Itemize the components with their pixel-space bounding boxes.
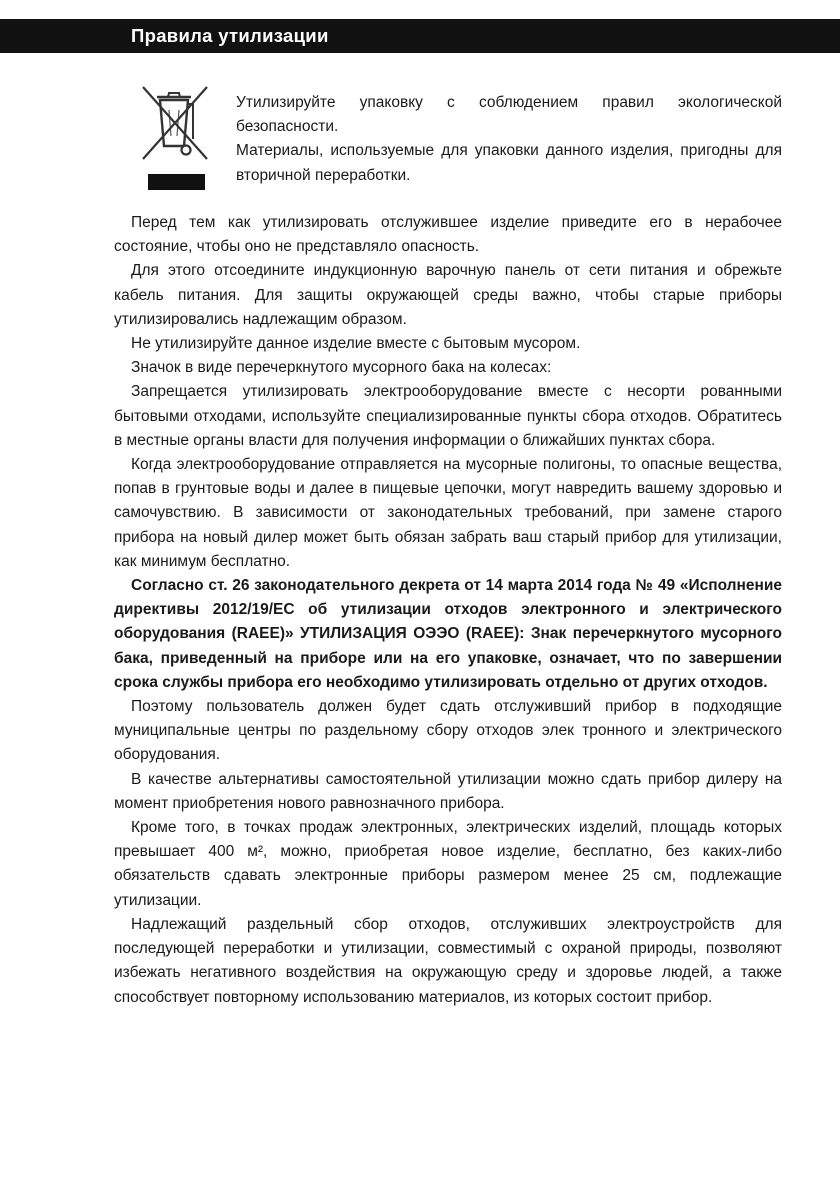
body-paragraph: Перед тем как утилизировать отслужившее изделие приведите его в нерабочее состояние, чтобы оно не представляло опасность.: [114, 214, 782, 256]
page-title: Правила утилизации: [131, 25, 329, 46]
crossed-out-wheelie-bin-icon: [138, 84, 212, 192]
intro-text-block: [236, 91, 782, 188]
body-paragraph: Не утилизируйте данное изделие вместе с бытовым мусором.: [131, 335, 581, 353]
body-paragraph: Когда электрооборудование отправляется на мусорные полигоны, то опасные вещества, попав в грунтовые воды и далее в пищевые цепочки, могут навредить вашему здоровью и самочувствию. В зависимости от законодательных требований, при замене старого прибора на новый дилер может быть обязан забрать ваш старый прибор для утилизации, как минимум бесплатно.: [114, 456, 782, 570]
intro-paragraph: Утилизируйте упаковку с соблюдением правил экологической безопасности.: [236, 94, 782, 136]
body-paragraph: Запрещается утилизировать электрооборудование вместе с несорти рованными бытовыми отходами, используйте специализированные пункты сбора отходов. Обратитесь в местные органы власти для получения информации о ближайших пунктах сбора.: [114, 383, 782, 449]
body-paragraph: Поэтому пользователь должен будет сдать отслуживший прибор в подходящие муниципальные центры по раздельному сбору отходов элек тронного и электрического оборудования.: [114, 698, 782, 764]
legal-notice-paragraph: Согласно ст. 26 законодательного декрета от 14 марта 2014 года № 49 «Исполнение директивы 2012/19/ЕС об утилизации отходов электронного и электрического оборудования (RAEE)» УТИЛИЗАЦИЯ ОЭЭО (RAEE): Знак перечеркнутого мусорного бака, приведенный на приборе или на его упаковке, означает, что по завершении срока службы прибора его необходимо утилизировать отдельно от других отходов.: [114, 577, 782, 691]
body-paragraph: Надлежащий раздельный сбор отходов, отслуживших электроустройств для последующей переработки и утилизации, совместимый с охраной природы, позволяют избежать негативного воздействия на окружающую среду и здоровье людей, а также способствует повторному использованию материалов, из которых состоит прибор.: [114, 915, 782, 1006]
intro-paragraph: Материалы, используемые для упаковки данного изделия, пригодны для вторичной переработки.: [236, 142, 782, 184]
body-text-block: [114, 211, 782, 1010]
body-paragraph: Кроме того, в точках продаж электронных, электрических изделий, площадь которых превышает 400 м², можно, приобретая новое изделие, бесплатно, без каких-либо обязательств сдавать электронные приборы размером менее 25 см, подлежащие утилизации.: [114, 819, 782, 909]
body-paragraph: Значок в виде перечеркнутого мусорного бака на колесах:: [131, 359, 552, 377]
header-bar: [0, 19, 840, 53]
body-paragraph: В качестве альтернативы самостоятельной утилизации можно сдать прибор дилеру на момент приобретения нового равнозначного прибора.: [114, 770, 782, 812]
body-paragraph: Для этого отсоедините индукционную варочную панель от сети питания и обрежьте кабель питания. Для защиты окружающей среды важно, чтобы старые приборы утилизировались надлежащим образом.: [114, 262, 782, 328]
